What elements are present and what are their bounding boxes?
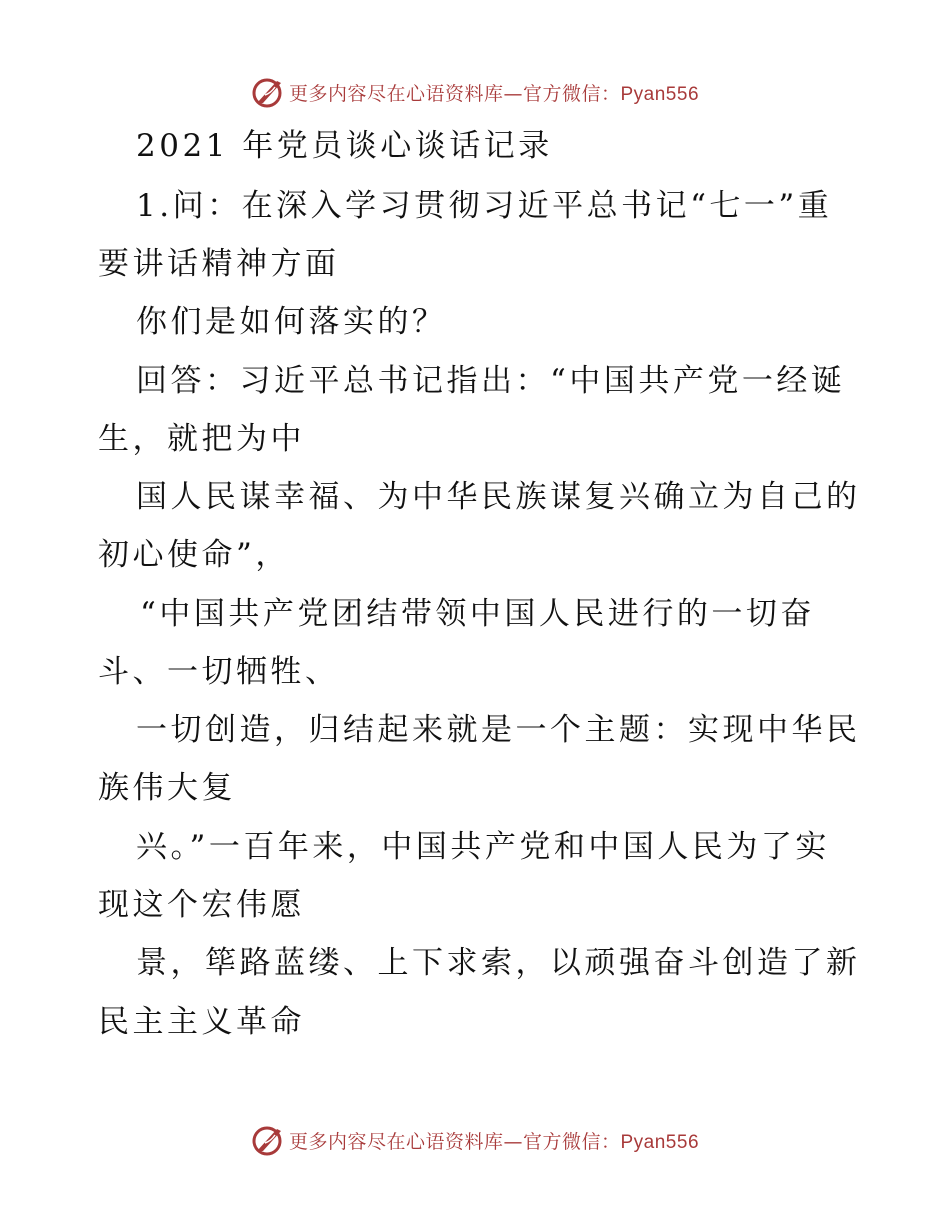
watermark-id: Pyan556 <box>620 83 700 105</box>
document-title: 2021 年党员谈心谈话记录 <box>136 128 553 164</box>
text-line: 国人民谋幸福、为中华民族谋复兴确立为自己的 <box>136 479 861 515</box>
text-line: “中国共产党团结带领中国人民进行的一切奋 <box>140 596 815 632</box>
text-line: 兴。”一百年来，中国共产党和中国人民为了实 <box>136 829 830 865</box>
text-line: 要讲话精神方面 <box>98 246 340 282</box>
watermark-text: 更多内容尽在心语资料库—官方微信：Pyan556 <box>288 82 700 105</box>
text-line: 一切创造，归结起来就是一个主题：实现中华民 <box>136 712 861 748</box>
text-line: 1.问：在深入学习贯彻习近平总书记“七一”重 <box>136 188 833 224</box>
text-line: 回答：习近平总书记指出：“中国共产党一经诞 <box>136 363 846 399</box>
text-line: 现这个宏伟愿 <box>98 887 305 923</box>
text-line: 生，就把为中 <box>98 421 305 457</box>
quill-logo-icon <box>251 1123 285 1157</box>
text-line: 民主主义革命 <box>98 1004 305 1040</box>
header-watermark <box>0 72 950 112</box>
text-line: 斗、一切牺牲、 <box>98 654 340 690</box>
text-line: 你们是如何落实的？ <box>136 304 447 340</box>
quill-logo-icon <box>251 75 285 109</box>
text-line: 族伟大复 <box>98 770 236 806</box>
text-line: 景，筚路蓝缕、上下求索，以顽强奋斗创造了新 <box>136 945 861 981</box>
footer-watermark <box>0 1120 950 1160</box>
watermark-id: Pyan556 <box>620 1131 700 1153</box>
text-line: 初心使命”， <box>98 537 290 573</box>
watermark-text: 更多内容尽在心语资料库—官方微信：Pyan556 <box>288 1130 700 1153</box>
